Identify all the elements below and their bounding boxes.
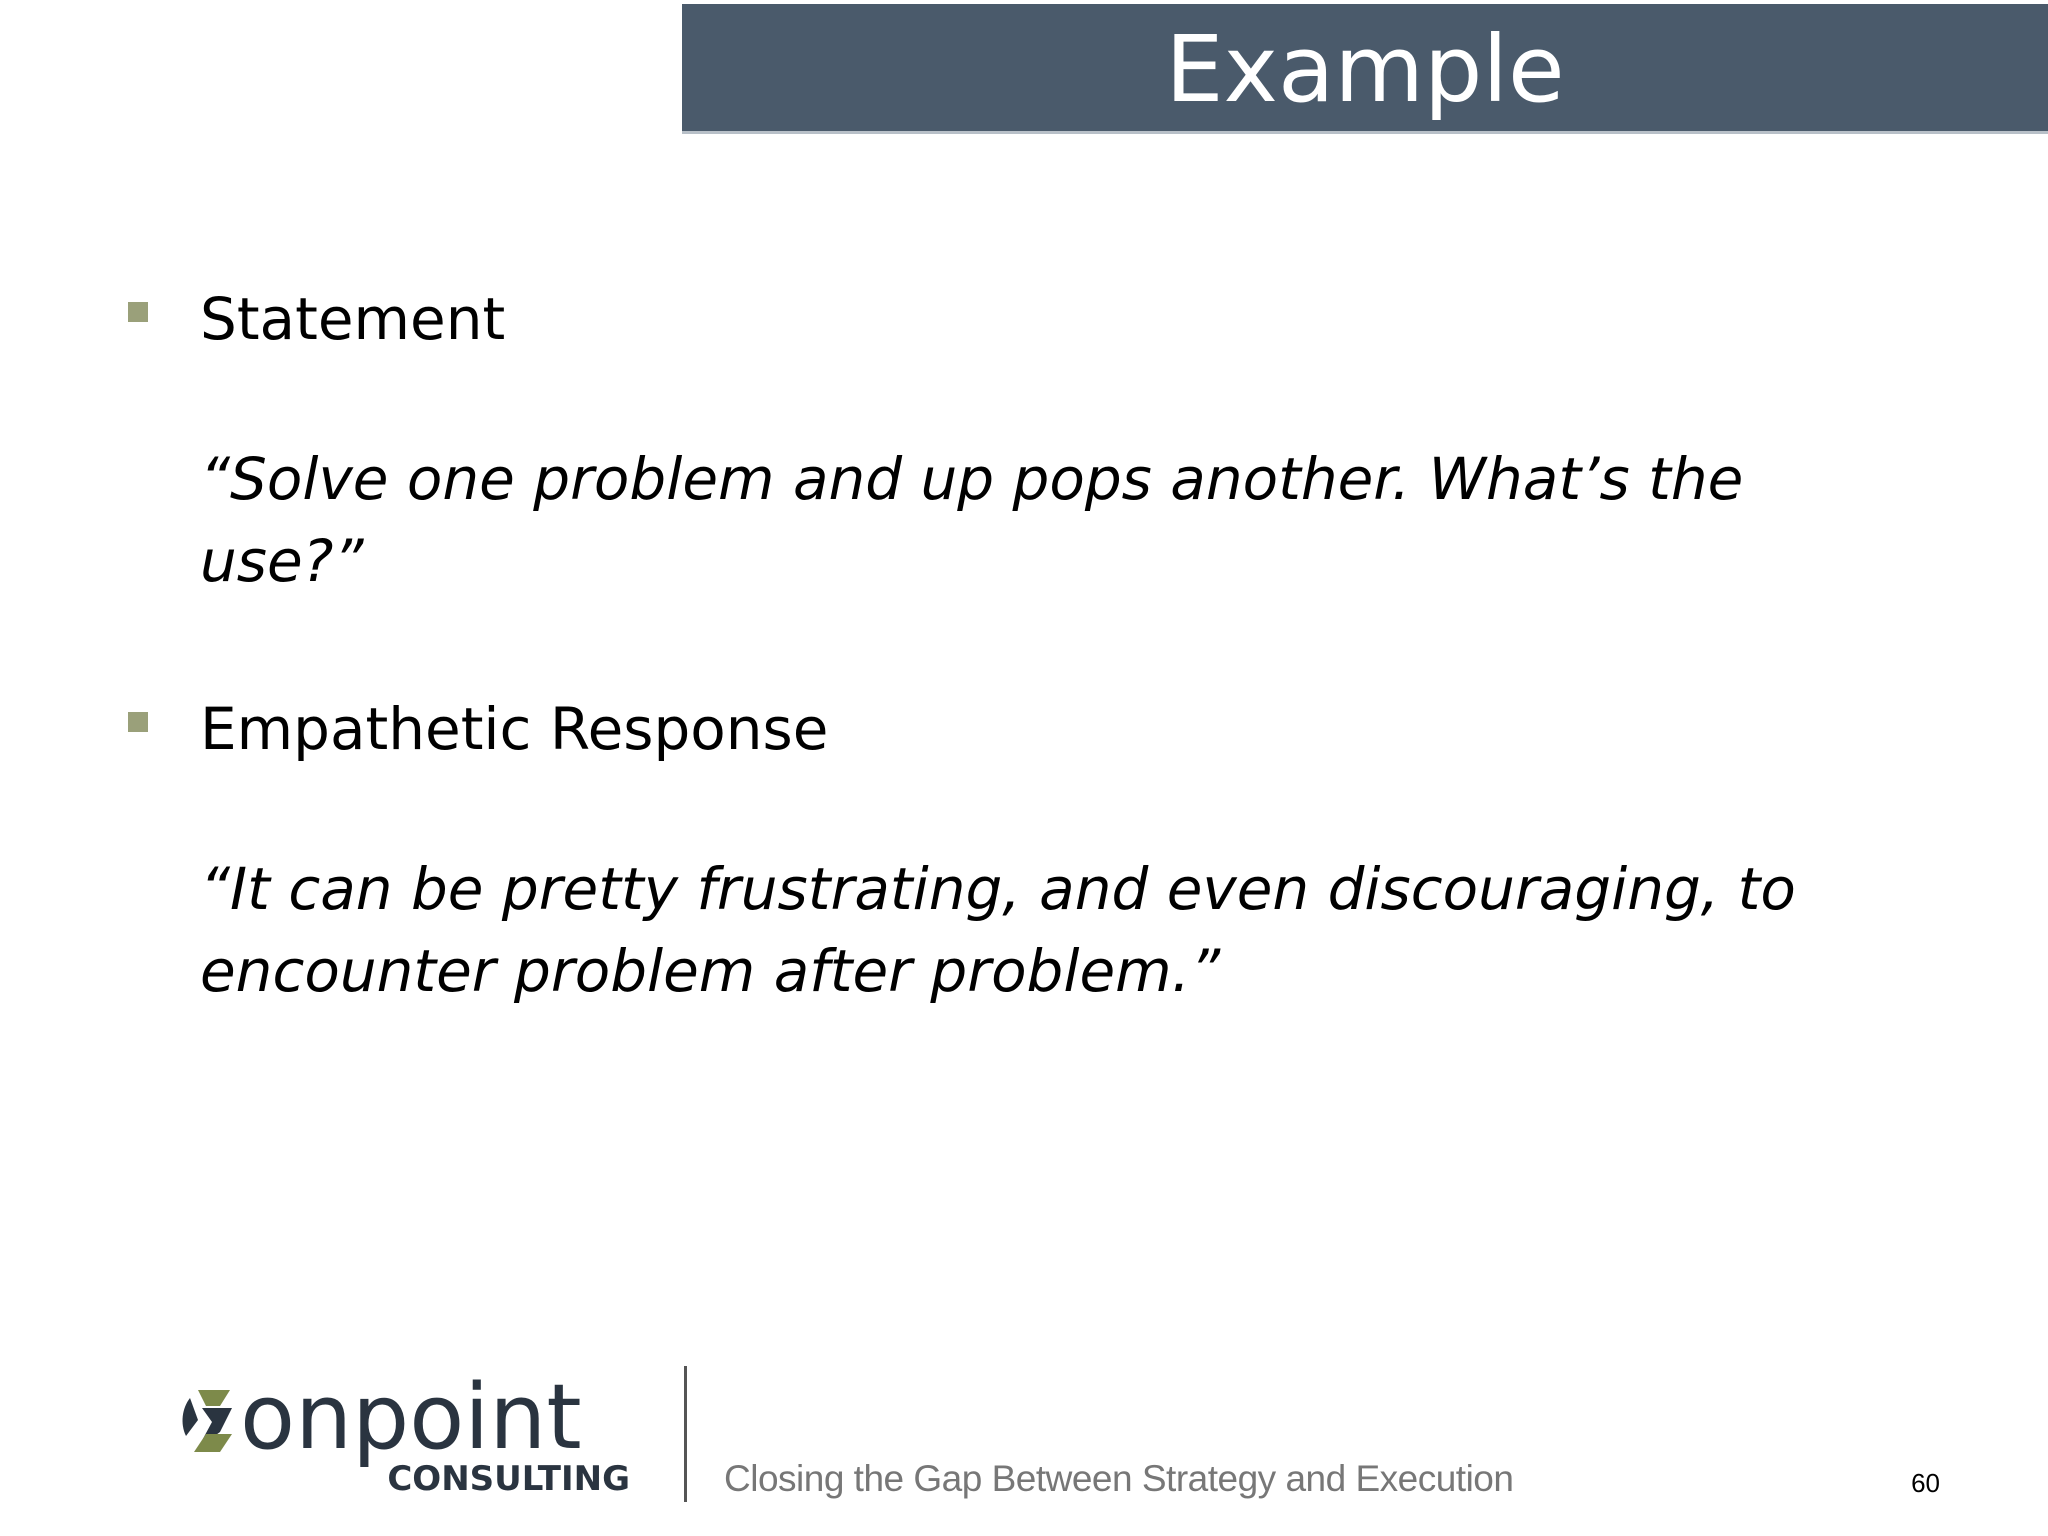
- bullet-heading: Empathetic Response: [200, 695, 829, 763]
- bullet-quote: “It can be pretty frustrating, and even discouraging, to encounter problem after problem.”: [200, 855, 1796, 1005]
- footer-divider: [684, 1366, 687, 1502]
- bullet-empathetic-response: [128, 695, 1928, 1018]
- bullet-statement: [128, 285, 1928, 595]
- bullet-square-icon: [128, 712, 148, 732]
- logo-mark-icon: [183, 1390, 232, 1452]
- logo-subtitle: CONSULTING: [387, 1459, 630, 1499]
- logo-wordmark: onpoint: [240, 1372, 582, 1470]
- onpoint-logo: [176, 1372, 636, 1502]
- title-bar: [682, 4, 2048, 134]
- footer-tagline: Closing the Gap Between Strategy and Execution: [724, 1458, 1514, 1499]
- bullet-heading: Statement: [200, 285, 506, 353]
- bullet-square-icon: [128, 302, 148, 322]
- bullet-quote: “Solve one problem and up pops another. What’s the use?”: [200, 445, 1744, 595]
- slide-title: Example: [1165, 16, 1565, 123]
- page-number: 60: [1911, 1468, 1940, 1498]
